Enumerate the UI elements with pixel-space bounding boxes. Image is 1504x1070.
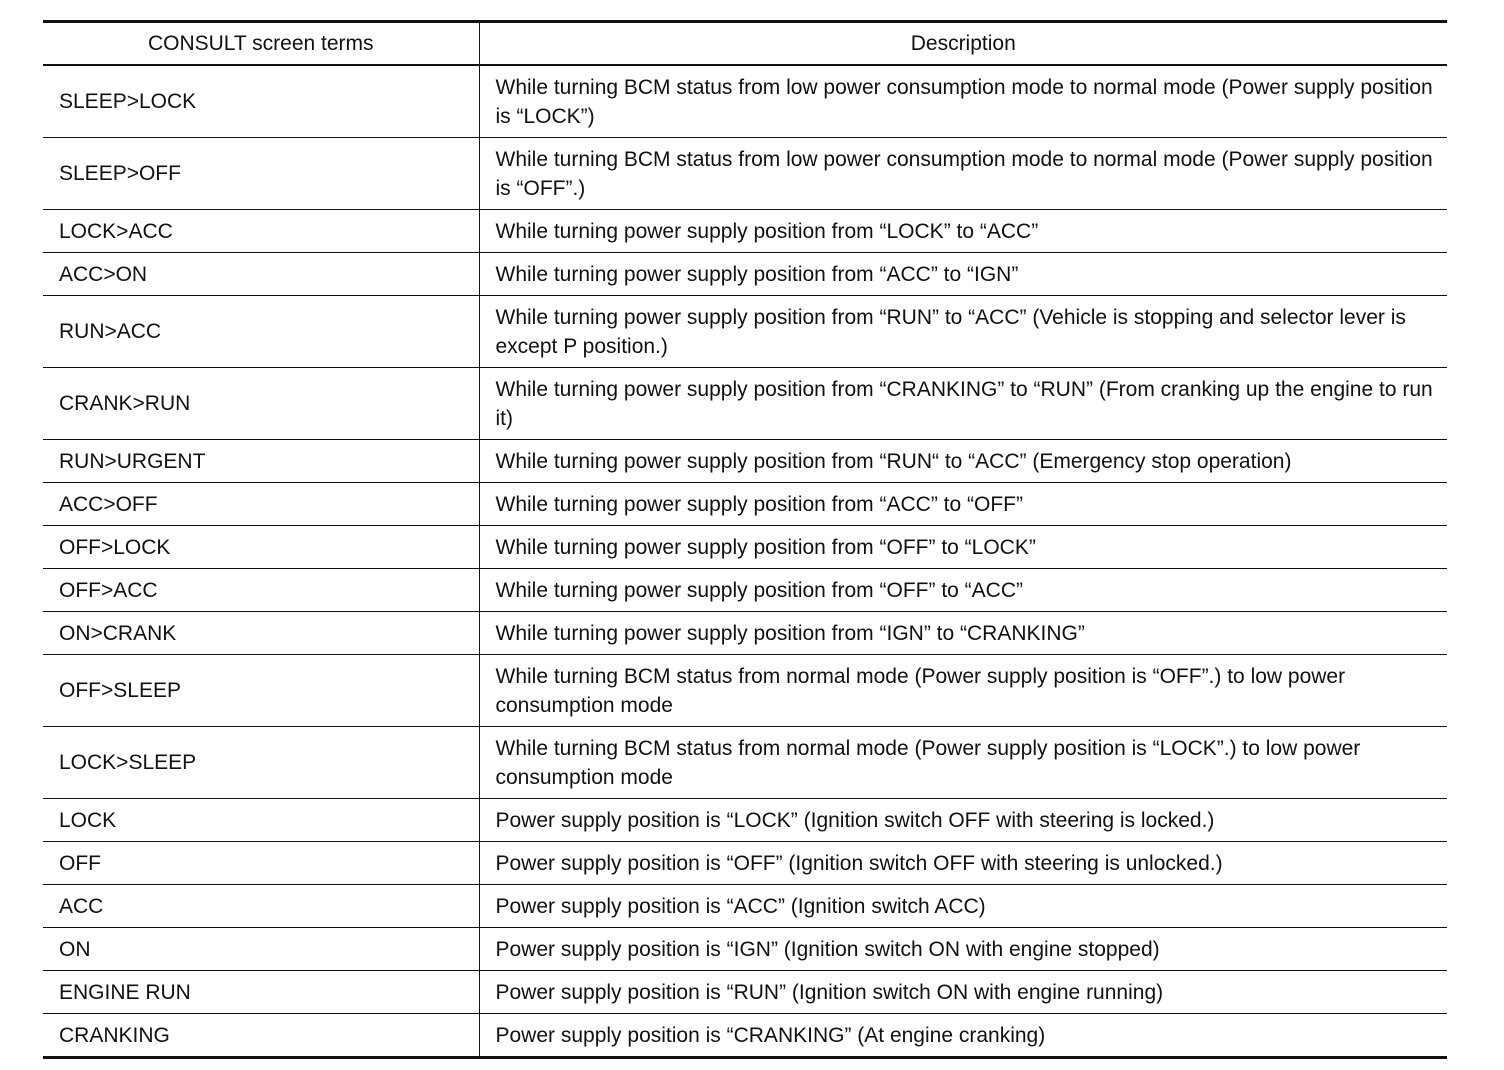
table-row xyxy=(43,368,1447,440)
column-header-description: Description xyxy=(479,22,1447,66)
term-cell: OFF>LOCK xyxy=(43,526,479,569)
term-cell: OFF>SLEEP xyxy=(43,655,479,727)
description-cell: Power supply position is “LOCK” (Ignition switch OFF with steering is locked.) xyxy=(479,799,1447,842)
description-cell: While turning power supply position from “OFF” to “ACC” xyxy=(479,569,1447,612)
table-row xyxy=(43,928,1447,971)
description-cell: While turning BCM status from normal mode (Power supply position is “LOCK”.) to low power consumption mode xyxy=(479,727,1447,799)
description-cell: While turning power supply position from “IGN” to “CRANKING” xyxy=(479,612,1447,655)
term-cell: ON>CRANK xyxy=(43,612,479,655)
term-cell: SLEEP>OFF xyxy=(43,138,479,210)
description-cell: While turning BCM status from low power consumption mode to normal mode (Power supply position is “LOCK”) xyxy=(479,65,1447,138)
description-cell: While turning BCM status from low power consumption mode to normal mode (Power supply position is “OFF”.) xyxy=(479,138,1447,210)
term-cell: RUN>URGENT xyxy=(43,440,479,483)
term-cell: CRANKING xyxy=(43,1014,479,1058)
table-header-row xyxy=(43,22,1447,66)
table-row xyxy=(43,210,1447,253)
consult-terms-table xyxy=(43,20,1447,1059)
term-cell: ACC>ON xyxy=(43,253,479,296)
description-cell: Power supply position is “ACC” (Ignition switch ACC) xyxy=(479,885,1447,928)
term-cell: SLEEP>LOCK xyxy=(43,65,479,138)
description-cell: While turning BCM status from normal mode (Power supply position is “OFF”.) to low power consumption mode xyxy=(479,655,1447,727)
term-cell: LOCK>ACC xyxy=(43,210,479,253)
table-row xyxy=(43,799,1447,842)
description-cell: Power supply position is “RUN” (Ignition switch ON with engine running) xyxy=(479,971,1447,1014)
table-row xyxy=(43,612,1447,655)
term-cell: ON xyxy=(43,928,479,971)
table-row xyxy=(43,483,1447,526)
table-row xyxy=(43,842,1447,885)
table-row xyxy=(43,138,1447,210)
term-cell: CRANK>RUN xyxy=(43,368,479,440)
table-row xyxy=(43,296,1447,368)
table-row xyxy=(43,885,1447,928)
term-cell: ACC xyxy=(43,885,479,928)
table-row xyxy=(43,655,1447,727)
description-cell: Power supply position is “IGN” (Ignition switch ON with engine stopped) xyxy=(479,928,1447,971)
term-cell: ENGINE RUN xyxy=(43,971,479,1014)
table-row xyxy=(43,727,1447,799)
description-cell: While turning power supply position from “LOCK” to “ACC” xyxy=(479,210,1447,253)
table-row xyxy=(43,65,1447,138)
description-cell: While turning power supply position from “RUN” to “ACC” (Vehicle is stopping and selector lever is except P position.) xyxy=(479,296,1447,368)
column-header-term: CONSULT screen terms xyxy=(43,22,479,66)
table-row xyxy=(43,253,1447,296)
term-cell: OFF xyxy=(43,842,479,885)
table-row xyxy=(43,526,1447,569)
description-cell: While turning power supply position from “ACC” to “IGN” xyxy=(479,253,1447,296)
term-cell: OFF>ACC xyxy=(43,569,479,612)
table-row xyxy=(43,440,1447,483)
description-cell: While turning power supply position from “RUN“ to “ACC” (Emergency stop operation) xyxy=(479,440,1447,483)
term-cell: ACC>OFF xyxy=(43,483,479,526)
description-cell: While turning power supply position from “CRANKING” to “RUN” (From cranking up the engine to run it) xyxy=(479,368,1447,440)
term-cell: LOCK xyxy=(43,799,479,842)
description-cell: While turning power supply position from “OFF” to “LOCK” xyxy=(479,526,1447,569)
table-row xyxy=(43,971,1447,1014)
description-cell: Power supply position is “OFF” (Ignition switch OFF with steering is unlocked.) xyxy=(479,842,1447,885)
description-cell: While turning power supply position from “ACC” to “OFF” xyxy=(479,483,1447,526)
term-cell: LOCK>SLEEP xyxy=(43,727,479,799)
table-row xyxy=(43,569,1447,612)
term-cell: RUN>ACC xyxy=(43,296,479,368)
description-cell: Power supply position is “CRANKING” (At engine cranking) xyxy=(479,1014,1447,1058)
table-row xyxy=(43,1014,1447,1058)
